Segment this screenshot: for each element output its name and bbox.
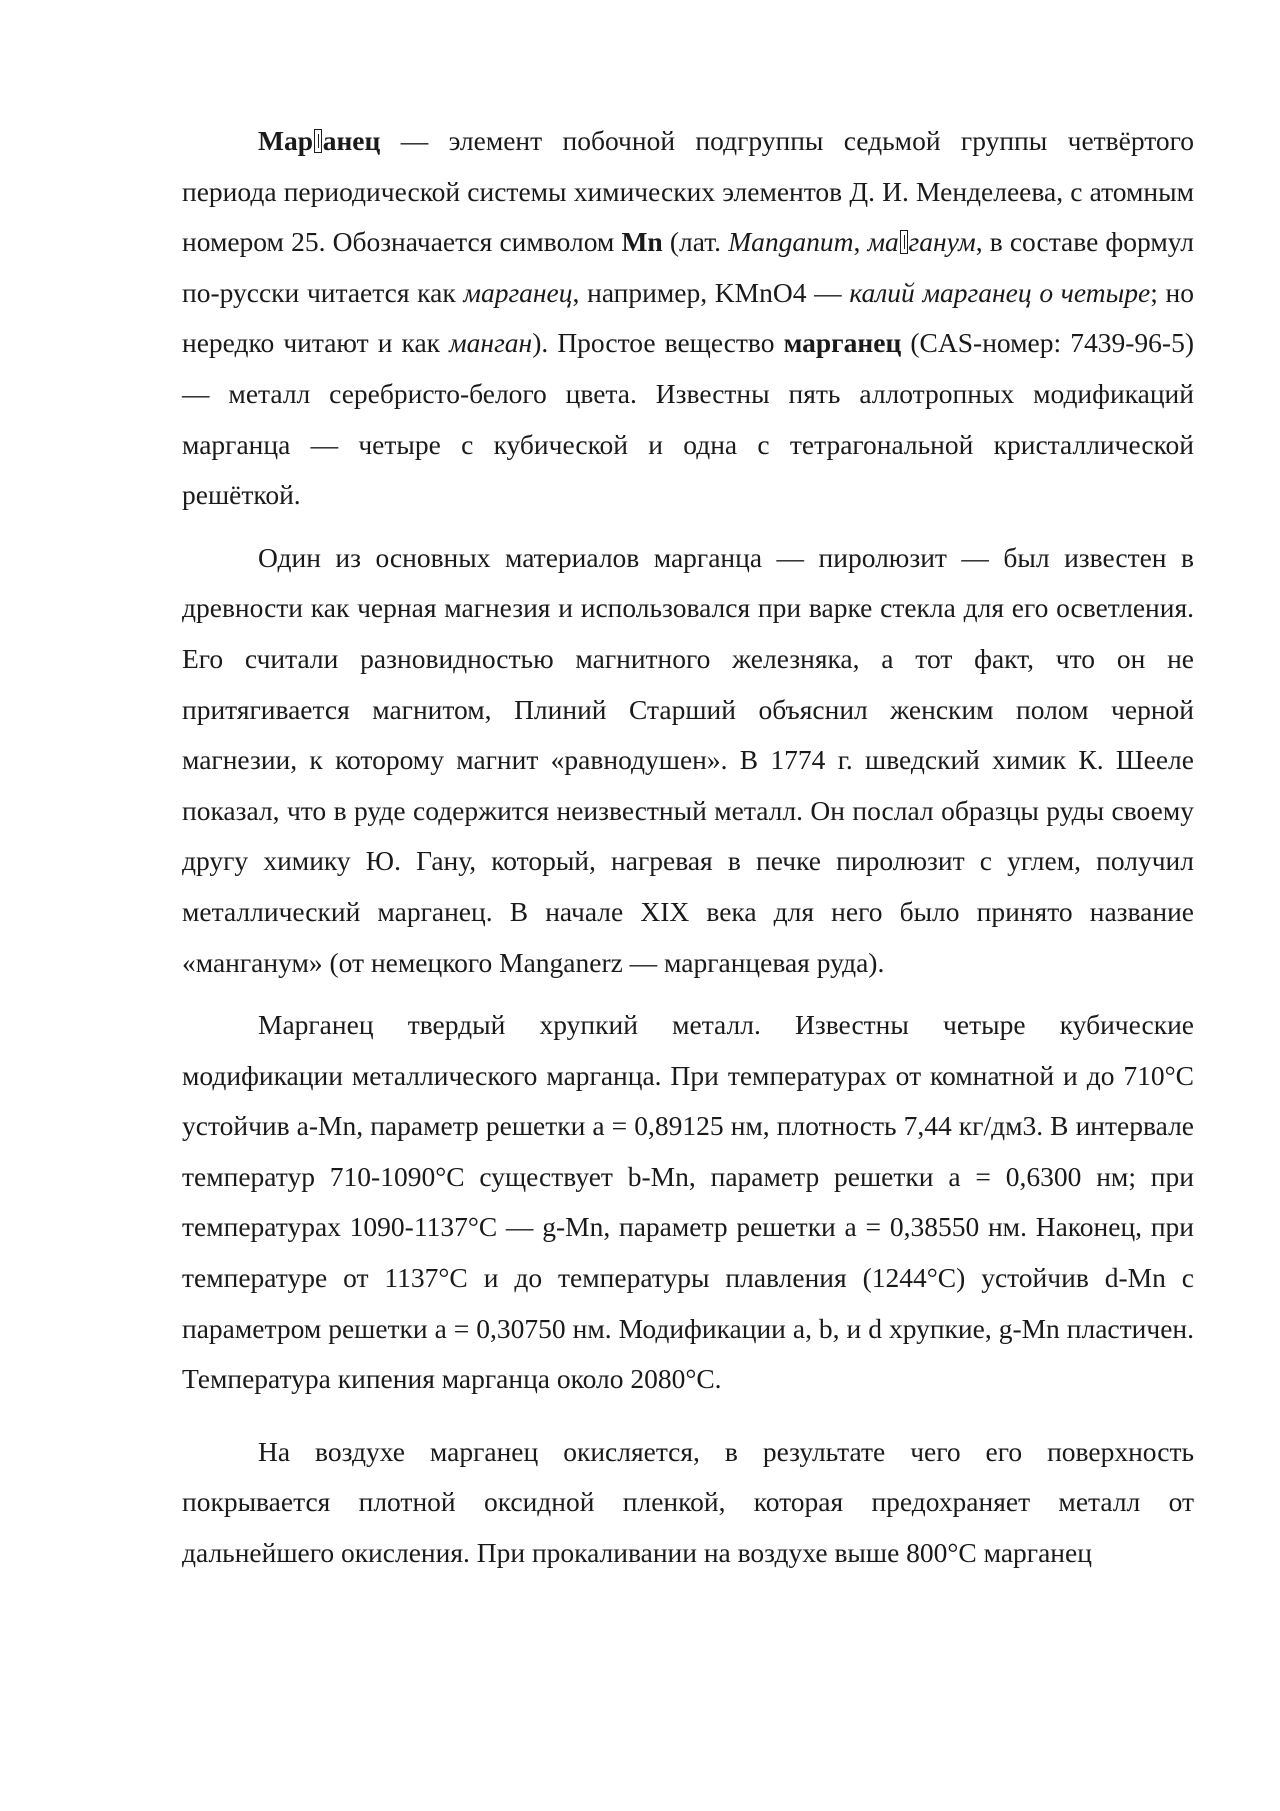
- text-segment: , в составе формул по-русски читается как: [182, 226, 1194, 308]
- term-manganese-part1: Мар: [258, 125, 313, 156]
- latin-name: Manganum: [728, 226, 854, 258]
- term-manganese-part2: анец: [322, 125, 381, 156]
- paragraph-oxidation: [182, 1427, 1194, 1579]
- text-segment: , например, KMnO4 —: [572, 276, 850, 308]
- paragraph-physical-properties: [182, 1000, 1194, 1405]
- reading-mangan: манган: [449, 327, 533, 359]
- term-simple-substance: марганец: [783, 327, 902, 359]
- reading-manganum-part1: ма: [867, 226, 899, 258]
- reading-formula: калий марганец о четыре: [849, 276, 1151, 308]
- symbol-mn: Mn: [621, 226, 663, 258]
- text-segment: Один из основных материалов марганца — пиролюзит — был известен в древности как черная магнезия и использовался при варке стекла для его осветления. Его считали разновидностью магнитного железняка, а тот факт, что он не притягивается магнитом, Плиний Старший объяснил женским полом черной магнезии, к которому магнит «равнодушен». В 1774 г. шведский химик К. Шееле показал, что в руде содержится неизвестный металл. Он послал образцы руды своему другу химику Ю. Гану, который, нагревая в печке пиролюзит с углем, получил металлический марганец. В начале XIX века для него было принято название «манганум» (от немецкого Manganerz — марганцевая руда).: [182, 541, 1194, 978]
- text-segment: (CAS-номер: 7439-96-5) — металл серебристо-белого цвета. Известны пять аллотропных модификаций марганца — четыре с кубической и одна с тетрагональной кристаллической решёткой.: [182, 327, 1194, 511]
- reading-marganets: марганец: [463, 276, 573, 308]
- unrecognized-stress-mark-glyph: [900, 230, 908, 255]
- text-segment: ; но нередко читают и как: [182, 276, 1194, 359]
- text-segment: — элемент побочной подгруппы седьмой группы четвёртого периода периодической системы химических элементов Д. И. Менделеева, с атомным номером 25. Обозначается символом: [182, 125, 1194, 258]
- unrecognized-stress-mark-glyph: [314, 129, 322, 154]
- document-page: [182, 116, 1194, 1579]
- text-segment: На воздухе марганец окисляется, в результате чего его поверхность покрывается плотной оксидной пленкой, которая предохраняет металл от дальнейшего окисления. При прокаливании на воздухе выше 800°С марганец: [182, 1435, 1194, 1569]
- text-segment: Марганец твердый хрупкий металл. Известны четыре кубические модификации металлического марганца. При температурах от комнатной и до 710°С устойчив a-Mn, параметр решетки а = 0,89125 нм, плотность 7,44 кг/дм3. В интервале температур 710-1090°С существует b-Mn, параметр решетки а = 0,6300 нм; при температурах 1090-1137°С — g-Mn, параметр решетки а = 0,38550 нм. Наконец, при температуре от 1137°С и до температуры плавления (1244°С) устойчив d-Mn с параметром решетки а = 0,30750 нм. Модификации a, b, и d хрупкие, g-Mn пластичен. Температура кипения марганца около 2080°С.: [182, 1009, 1194, 1395]
- text-segment: ). Простое вещество: [532, 327, 784, 359]
- paragraph-manganese-definition: [182, 116, 1194, 521]
- text-segment: ,: [853, 226, 868, 258]
- text-segment: (лат.: [662, 226, 729, 258]
- reading-manganum-part2: ганум: [908, 226, 976, 258]
- paragraph-history: [182, 533, 1194, 988]
